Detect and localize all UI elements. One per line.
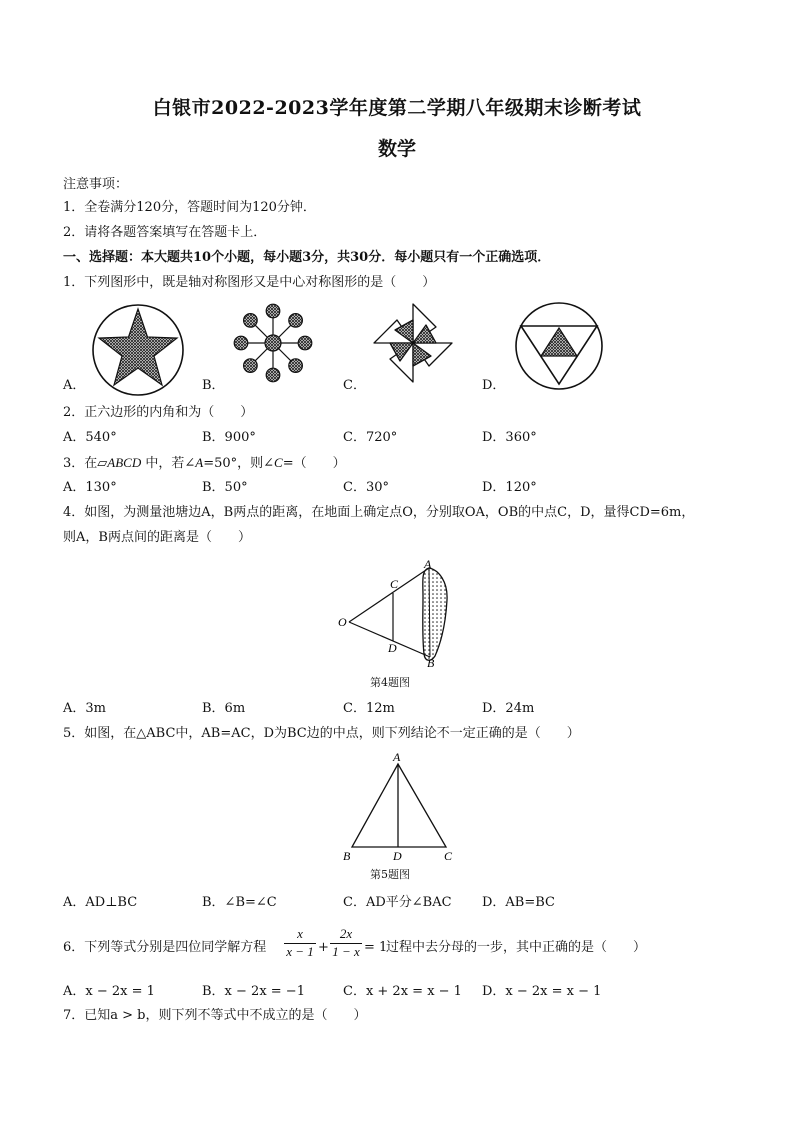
label-d: D	[388, 641, 397, 655]
q2-option-d[interactable]: D．360°	[482, 430, 537, 445]
q1-option-c[interactable]: C．	[343, 378, 366, 393]
segment-oa	[349, 568, 429, 622]
q1-option-a[interactable]: A．	[63, 378, 86, 393]
fraction-1-numerator: x	[297, 926, 303, 941]
q2-option-a[interactable]: A．540°	[63, 430, 117, 445]
fraction-2-denominator: 1 − x	[332, 944, 360, 959]
fraction-2-numerator: 2x	[339, 926, 353, 941]
q1-option-b[interactable]: B．	[202, 378, 225, 393]
q3-option-c[interactable]: C．30°	[343, 480, 389, 495]
triangle-abc	[352, 764, 446, 847]
q4-stem-line1: 4．如图，为测量池塘边A，B两点的距离，在地面上确定点O，分别取OA，OB的中点C，D，量得CD=6m，	[63, 505, 695, 520]
note-1: 1．全卷满分120分，答题时间为120分钟．	[63, 200, 316, 215]
q3-stem: 3．在▱ABCD 中，若∠A=50°，则∠C=（ ）	[63, 455, 346, 471]
q2-option-b[interactable]: B．900°	[202, 430, 256, 445]
pond-shape	[423, 568, 447, 660]
q1-option-d[interactable]: D．	[482, 378, 506, 393]
label-o: O	[338, 615, 347, 629]
label-c: C	[390, 577, 399, 591]
q5-option-d[interactable]: D．AB=BC	[482, 895, 555, 910]
q6-fraction-2	[330, 926, 362, 960]
q5-triangle-figure	[340, 752, 460, 864]
q1-figure-c-pinwheel	[370, 300, 456, 386]
q7-stem: 7．已知a > b，则下列不等式中不成立的是（ ）	[63, 1008, 367, 1023]
q6-stem-post: 过程中去分母的一步，其中正确的是（ ）	[386, 940, 647, 955]
q5-option-a[interactable]: A．AD⊥BC	[63, 895, 138, 910]
label-d: D	[393, 849, 402, 863]
label-a: A	[393, 750, 401, 764]
note-2: 2．请将各题答案填写在答题卡上．	[63, 225, 267, 240]
q1-figure-a-star	[90, 302, 186, 398]
q4-pond-figure	[335, 557, 485, 670]
q3-option-b[interactable]: B．50°	[202, 480, 248, 495]
q4-option-a[interactable]: A．3m	[63, 701, 106, 716]
page-title: 白银市2022-2023学年度第二学期八年级期末诊断考试	[152, 97, 642, 119]
q4-option-d[interactable]: D．24m	[482, 701, 535, 716]
label-a: A	[424, 557, 432, 571]
q4-stem-line2: 则A，B两点间的距离是（ ）	[63, 530, 251, 545]
q1-figure-d-triangles	[513, 300, 605, 392]
q6-option-c[interactable]: C．x + 2x = x − 1	[343, 984, 462, 999]
section-heading: 一、选择题：本大题共10个小题，每小题3分，共30分．每小题只有一个正确选项．	[63, 250, 551, 265]
q2-stem: 2．正六边形的内角和为（ ）	[63, 405, 254, 420]
inner-triangle	[541, 328, 577, 356]
label-b: B	[343, 849, 351, 863]
q4-option-b[interactable]: B．6m	[202, 701, 246, 716]
q6-equals: = 1	[364, 940, 388, 955]
q5-stem: 5．如图，在△ABC中，AB=AC，D为BC边的中点，则下列结论不一定正确的是（ ）	[63, 726, 580, 741]
label-b: B	[427, 656, 435, 670]
fraction-1-denominator: x − 1	[286, 944, 314, 959]
q3-option-d[interactable]: D．120°	[482, 480, 537, 495]
q4-caption: 第4题图	[370, 676, 410, 689]
label-c: C	[444, 849, 453, 863]
q1-stem: 1．下列图形中，既是轴对称图形又是中心对称图形的是（ ）	[63, 275, 436, 290]
q6-option-a[interactable]: A．x − 2x = 1	[63, 984, 155, 999]
q6-stem-pre: 6．下列等式分别是四位同学解方程	[63, 940, 267, 955]
q1-figure-b-wheel	[233, 303, 313, 383]
q5-option-c[interactable]: C．AD平分∠BAC	[343, 895, 452, 910]
subject-title: 数学	[377, 138, 416, 160]
notes-heading: 注意事项：	[63, 177, 129, 192]
q4-option-c[interactable]: C．12m	[343, 701, 395, 716]
q5-option-b[interactable]: B．∠B=∠C	[202, 895, 277, 910]
q6-plus: +	[318, 940, 329, 955]
q5-caption: 第5题图	[370, 868, 410, 881]
q6-fraction-1	[284, 926, 316, 960]
star-shape	[99, 309, 177, 385]
q6-option-b[interactable]: B．x − 2x = −1	[202, 984, 305, 999]
q2-option-c[interactable]: C．720°	[343, 430, 398, 445]
q6-option-d[interactable]: D．x − 2x = x − 1	[482, 984, 602, 999]
q3-option-a[interactable]: A．130°	[63, 480, 117, 495]
